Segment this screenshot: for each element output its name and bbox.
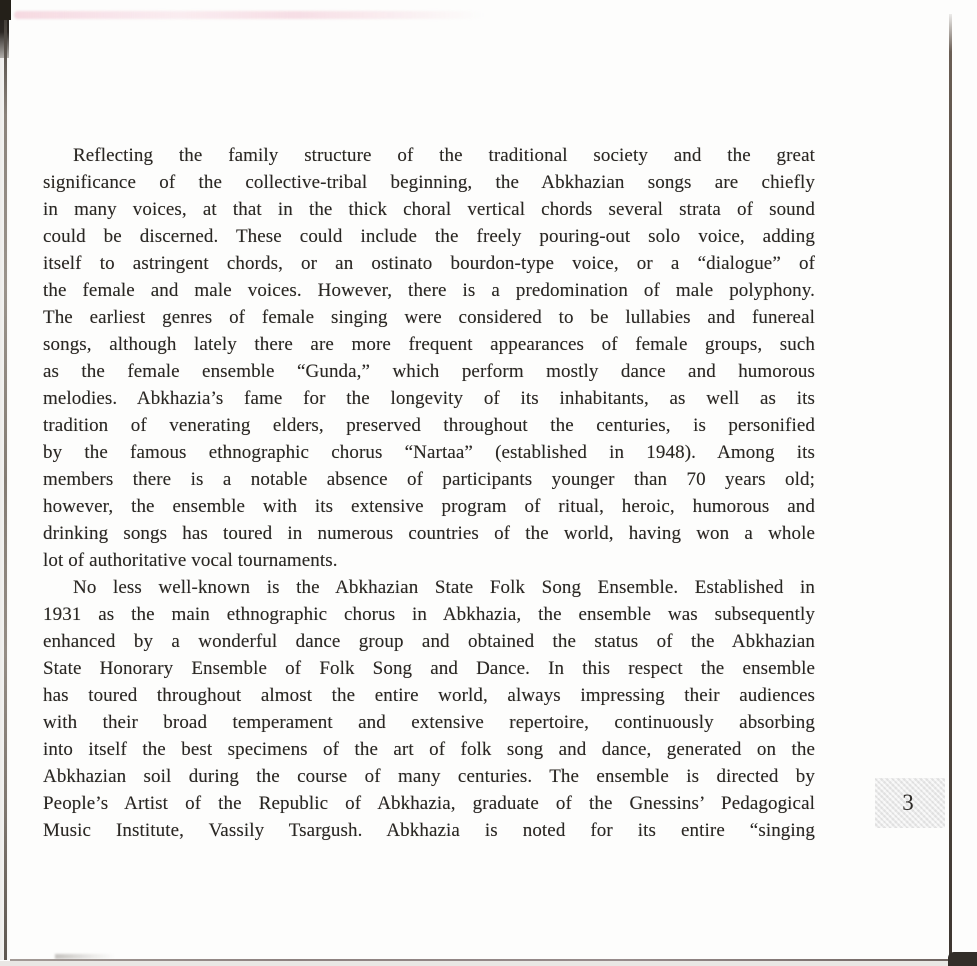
text-line: Reflecting the family structure of the traditional society and the great (73, 145, 815, 166)
text-line: into itself the best specimens of the art of folk song and dance, generated on the (43, 739, 815, 760)
page-number: 3 (902, 790, 914, 815)
text-line: however, the ensemble with its extensive program of ritual, heroic, humorous and (43, 496, 815, 517)
text-line: People’s Artist of the Republic of Abkhazia, graduate of the Gnessins’ Pedagogical (43, 793, 815, 814)
paragraph (43, 574, 815, 844)
text-line: has toured throughout almost the entire world, always impressing their audiences (43, 685, 815, 706)
text-line: the female and male voices. However, there is a predomination of male polyphony. (43, 280, 815, 301)
text-line: in many voices, at that in the thick choral vertical chords several strata of sound (43, 199, 815, 220)
text-line: itself to astringent chords, or an ostinato bourdon-type voice, or a “dialogue” of (43, 253, 815, 274)
scan-mark-bottom-left (55, 954, 115, 959)
text-line: melodies. Abkhazia’s fame for the longevity of its inhabitants, as well as its (43, 388, 815, 409)
text-line: as the female ensemble “Gunda,” which perform mostly dance and humorous (43, 361, 815, 382)
scan-edge-bottom-line (10, 959, 950, 961)
paragraph (43, 142, 815, 574)
page-number-box (875, 778, 945, 828)
text-line: 1931 as the main ethnographic chorus in Abkhazia, the ensemble was subsequently (43, 604, 815, 625)
text-block (43, 142, 815, 844)
scan-corner-top-left (0, 0, 11, 20)
text-line: drinking songs has toured in numerous countries of the world, having won a whole (43, 523, 815, 544)
text-line: tradition of venerating elders, preserved throughout the centuries, is personified (43, 415, 815, 436)
scan-edge-bottom-strip (0, 961, 977, 966)
text-line: with their broad temperament and extensive repertoire, continuously absorbing (43, 712, 815, 733)
text-line: Music Institute, Vassily Tsargush. Abkhazia is noted for its entire “singing (43, 820, 815, 841)
text-line: lot of authoritative vocal tournaments. (43, 550, 338, 571)
text-line: significance of the collective-tribal beginning, the Abkhazian songs are chiefly (43, 172, 815, 193)
text-line: No less well-known is the Abkhazian State Folk Song Ensemble. Established in (73, 577, 815, 598)
text-line: songs, although lately there are more frequent appearances of female groups, such (43, 334, 815, 355)
text-line: enhanced by a wonderful dance group and obtained the status of the Abkhazian (43, 631, 815, 652)
text-line: Abkhazian soil during the course of many centuries. The ensemble is directed by (43, 766, 815, 787)
text-line: by the famous ethnographic chorus “Nartaa” (established in 1948). Among its (43, 442, 815, 463)
text-line: could be discerned. These could include the freely pouring-out solo voice, adding (43, 226, 815, 247)
text-line: The earliest genres of female singing were considered to be lullabies and funereal (43, 307, 815, 328)
scan-edge-right-line (949, 14, 952, 958)
text-line: members there is a notable absence of participants younger than 70 years old; (43, 469, 815, 490)
scan-corner-bottom-right (948, 952, 977, 966)
text-line: State Honorary Ensemble of Folk Song and Dance. In this respect the ensemble (43, 658, 815, 679)
scan-smudge-top (14, 11, 484, 19)
